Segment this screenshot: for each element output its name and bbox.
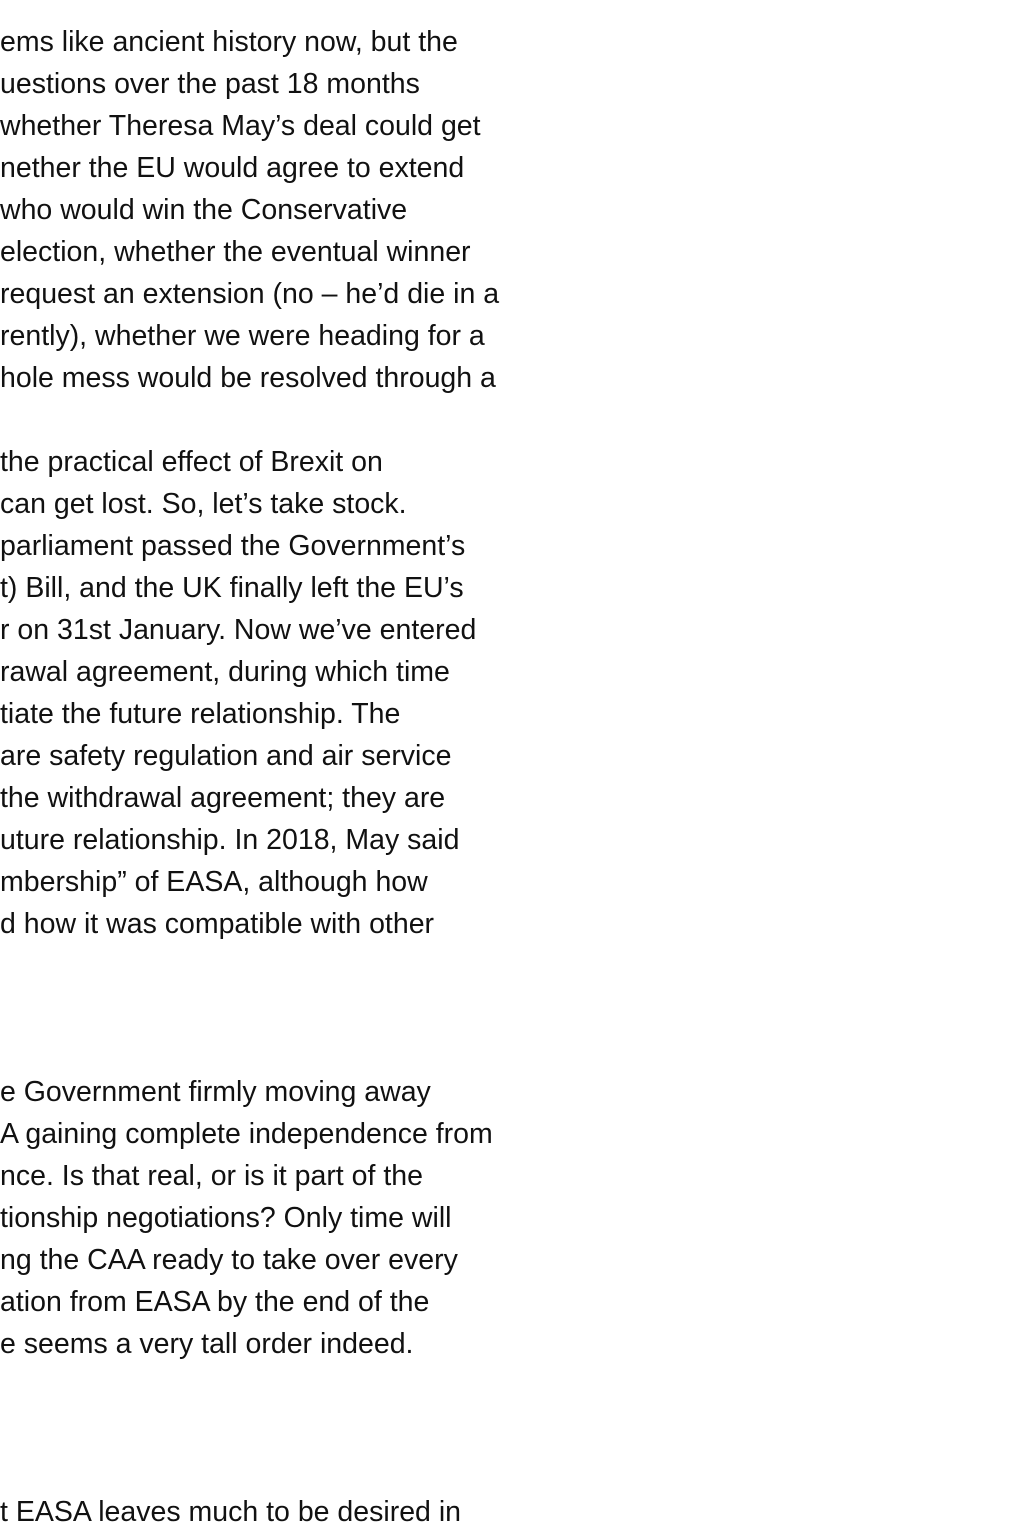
text-line: mbership” of EASA, although how (0, 866, 428, 898)
text-line: the practical effect of Brexit on (0, 446, 383, 478)
text-line: who would win the Conservative (0, 194, 408, 226)
text-line: tionship negotiations? Only time will (0, 1202, 452, 1234)
text-line: ng the CAA ready to take over every (0, 1244, 458, 1276)
text-line: t) Bill, and the UK finally left the EU’s (0, 572, 464, 604)
text-line: are safety regulation and air service (0, 740, 452, 772)
text-line: tiate the future relationship. The (0, 698, 401, 730)
paragraph-easa (0, 1491, 461, 1533)
text-line: ation from EASA by the end of the (0, 1286, 430, 1318)
text-line: nether the EU would agree to extend (0, 152, 465, 184)
text-line: nce. Is that real, or is it part of the (0, 1160, 423, 1192)
text-line: can get lost. So, let’s take stock. (0, 488, 407, 520)
text-line: rawal agreement, during which time (0, 656, 450, 688)
text-line: t EASA leaves much to be desired in (0, 1496, 462, 1528)
text-line: the withdrawal agreement; they are (0, 782, 446, 814)
text-line: parliament passed the Government’s (0, 530, 466, 562)
text-line: uestions over the past 18 months (0, 68, 420, 100)
text-line: request an extension (no – he’d die in a (0, 278, 500, 310)
paragraph-take-stock (0, 441, 476, 945)
text-line: election, whether the eventual winner (0, 236, 471, 268)
text-line: d how it was compatible with other (0, 908, 435, 940)
paragraph-brexit-history (0, 21, 499, 399)
text-line: A gaining complete independence from (0, 1118, 493, 1150)
text-line: e Government firmly moving away (0, 1076, 431, 1108)
text-line: uture relationship. In 2018, May said (0, 824, 460, 856)
text-line: rently), whether we were heading for a (0, 320, 485, 352)
text-line: r on 31st January. Now we’ve entered (0, 614, 477, 646)
text-line: ems like ancient history now, but the (0, 26, 458, 58)
text-line: whether Theresa May’s deal could get (0, 110, 481, 142)
text-line: hole mess would be resolved through a (0, 362, 496, 394)
text-line: e seems a very tall order indeed. (0, 1328, 414, 1360)
paragraph-caa-independence (0, 1071, 493, 1365)
